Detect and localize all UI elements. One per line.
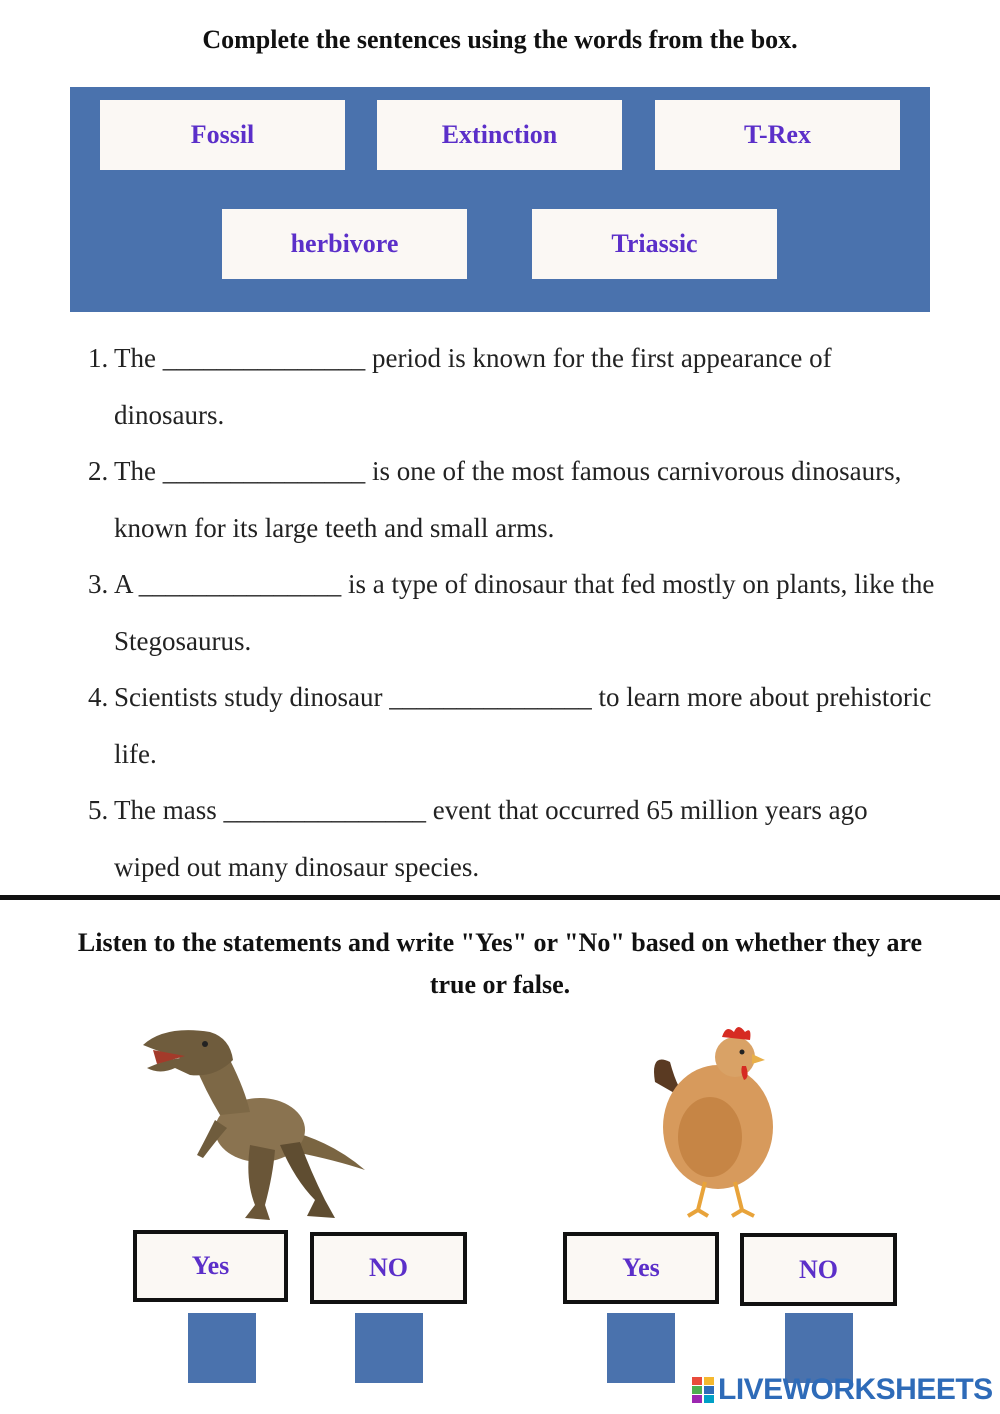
chicken-wing — [678, 1097, 742, 1177]
sentence-list — [88, 330, 938, 895]
sentence-text: A _______________ is a type of dinosaur that fed mostly on plants, like the Stegosaurus. — [114, 569, 935, 656]
word-bank — [70, 87, 930, 312]
chicken-no-option[interactable]: NO — [740, 1233, 897, 1306]
liveworksheets-logo-text: LIVEWORKSHEETS — [718, 1373, 993, 1406]
chicken-leg — [688, 1182, 708, 1216]
sentence-text: The _______________ period is known for the first appearance of dinosaurs. — [114, 343, 832, 430]
t-rex-no-answer-box[interactable] — [355, 1313, 423, 1383]
sentence-item — [88, 669, 938, 782]
chicken-eye — [740, 1050, 745, 1055]
sentence-text: The _______________ is one of the most famous carnivorous dinosaurs, known for its large teeth and small arms. — [114, 456, 902, 543]
sentence-text: Scientists study dinosaur _______________ to learn more about prehistoric life. — [114, 682, 932, 769]
t-rex-picture — [135, 1020, 375, 1225]
section1-instruction: Complete the sentences using the words from the box. — [202, 25, 798, 54]
t-rex-yes-answer-box[interactable] — [188, 1313, 256, 1383]
sentence-item — [88, 330, 938, 443]
sentence-item — [88, 556, 938, 669]
sentence-number: 4. — [88, 682, 109, 712]
sentence-number: 1. — [88, 343, 109, 373]
t-rex-eye — [202, 1041, 208, 1047]
chicken-yes-answer-box[interactable] — [607, 1313, 675, 1383]
sentence-number: 2. — [88, 456, 109, 486]
sentence-number: 5. — [88, 795, 109, 825]
t-rex-no-option[interactable]: NO — [310, 1232, 467, 1304]
chicken-leg — [732, 1182, 754, 1216]
word-card-t-rex[interactable]: T-Rex — [655, 100, 900, 170]
section2-instruction: Listen to the statements and write "Yes" or "No" based on whether they are true or false. — [77, 928, 923, 999]
word-card-triassic[interactable]: Triassic — [532, 209, 777, 279]
liveworksheets-logo-icon — [692, 1377, 714, 1403]
sentence-item — [88, 443, 938, 556]
liveworksheets-logo — [692, 1373, 993, 1407]
sentence-item — [88, 782, 938, 895]
word-card-extinction[interactable]: Extinction — [377, 100, 622, 170]
chicken-beak — [752, 1054, 765, 1064]
t-rex-leg — [245, 1145, 275, 1220]
sentence-text: The mass _______________ event that occurred 65 million years ago wiped out many dinosaur species. — [114, 795, 868, 882]
chicken-comb — [722, 1027, 750, 1040]
chicken-yes-option[interactable]: Yes — [563, 1232, 719, 1304]
section-divider — [0, 895, 1000, 900]
word-card-herbivore[interactable]: herbivore — [222, 209, 467, 279]
chicken-head — [715, 1037, 755, 1077]
t-rex-yes-option[interactable]: Yes — [133, 1230, 288, 1302]
word-card-fossil[interactable]: Fossil — [100, 100, 345, 170]
chicken-picture — [650, 1022, 780, 1220]
sentence-number: 3. — [88, 569, 109, 599]
